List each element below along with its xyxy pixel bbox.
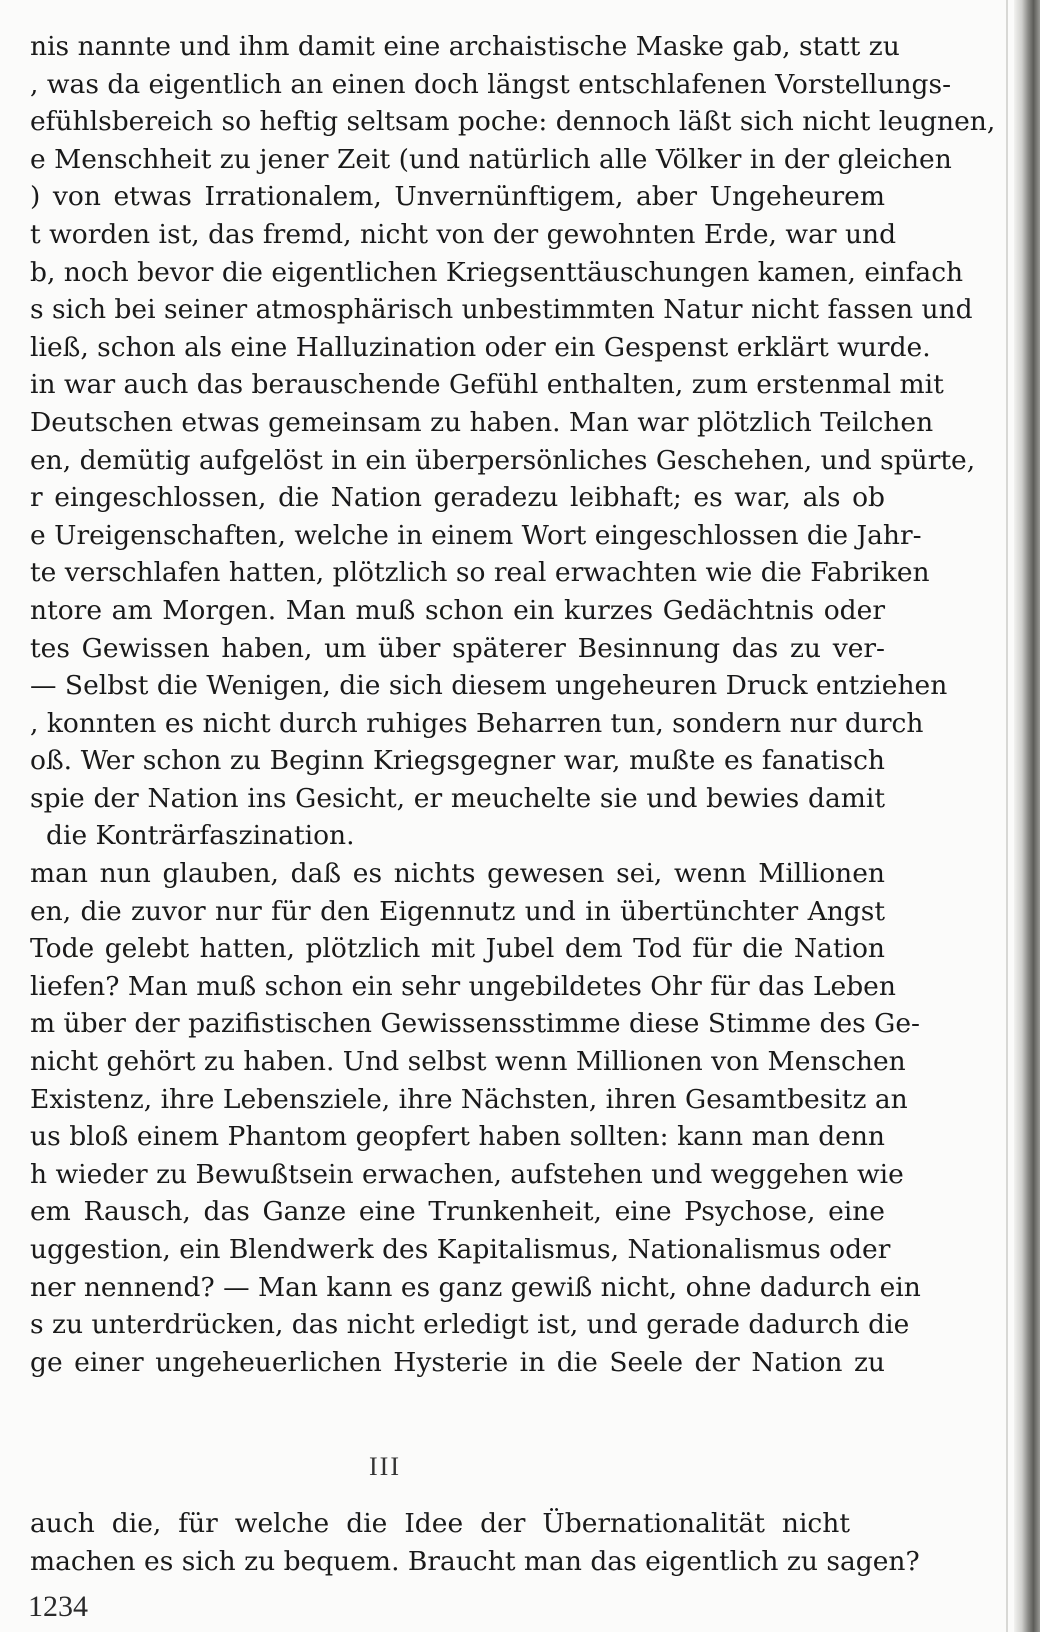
- text-line: us bloß einem Phantom geopfert haben sollten: kann man denn: [30, 1121, 885, 1153]
- page-number: 1234: [28, 1590, 88, 1623]
- text-line: die Konträrfaszination.: [46, 820, 355, 852]
- text-line: man nun glauben, daß es nichts gewesen sei, wenn Millionen: [30, 858, 885, 890]
- text-line: Tode gelebt hatten, plötzlich mit Jubel dem Tod für die Nation: [30, 933, 885, 965]
- text-line: oß. Wer schon zu Beginn Kriegsgegner war, mußte es fanatisch: [30, 745, 885, 777]
- text-line: Existenz, ihre Lebensziele, ihre Nächsten, ihren Gesamtbesitz an: [30, 1083, 908, 1115]
- text-line: b, noch bevor die eigentlichen Kriegsenttäuschungen kamen, einfach: [30, 256, 964, 288]
- text-line: in war auch das berauschende Gefühl enthalten, zum erstenmal mit: [30, 369, 944, 401]
- body-text-block: [30, 28, 996, 1381]
- text-line: auch die, für welche die Idee der Übernationalität nicht: [30, 1508, 850, 1539]
- page-edge-line: [1006, 0, 1008, 1632]
- text-line: ließ, schon als eine Halluzination oder ein Gespenst erklärt wurde.: [30, 331, 931, 363]
- text-line: te verschlafen hatten, plötzlich so real erwachten wie die Fabriken: [30, 557, 930, 589]
- text-line: — Selbst die Wenigen, die sich diesem ungeheuren Druck entziehen: [30, 670, 948, 702]
- text-line: ntore am Morgen. Man muß schon ein kurzes Gedächtnis oder: [30, 594, 885, 626]
- text-line: spie der Nation ins Gesicht, er meuchelte sie und bewies damit: [30, 782, 885, 814]
- paragraph-3: [30, 1505, 920, 1580]
- paragraph-2: [30, 855, 921, 1381]
- text-line: ner nennend? — Man kann es ganz gewiß nicht, ohne dadurch ein: [30, 1271, 921, 1303]
- text-line: s zu unterdrücken, das nicht erledigt ist, und gerade dadurch die: [30, 1309, 910, 1341]
- text-line: , konnten es nicht durch ruhiges Beharren tun, sondern nur durch: [30, 707, 924, 739]
- page-binding-shadow: [1014, 0, 1040, 1632]
- text-line: uggestion, ein Blendwerk des Kapitalismus, Nationalismus oder: [30, 1234, 891, 1265]
- text-line: h wieder zu Bewußtsein erwachen, aufstehen und weggehen wie: [30, 1158, 904, 1190]
- text-line: efühlsbereich so heftig seltsam poche: dennoch läßt sich nicht leugnen,: [30, 106, 996, 138]
- text-line: em Rausch, das Ganze eine Trunkenheit, eine Psychose, eine: [30, 1196, 885, 1228]
- text-line: en, die zuvor nur für den Eigennutz und in übertünchter Angst: [30, 895, 885, 927]
- text-line: ) von etwas Irrationalem, Unvernünftigem, aber Ungeheurem: [30, 181, 885, 213]
- text-line: , was da eigentlich an einen doch längst entschlafenen Vorstellungs-: [30, 68, 952, 100]
- text-line: Deutschen etwas gemeinsam zu haben. Man war plötzlich Teilchen: [30, 406, 934, 438]
- text-line: tes Gewissen haben, um über späterer Besinnung das zu ver-: [30, 632, 885, 664]
- text-line: e Menschheit zu jener Zeit (und natürlich alle Völker in der gleichen: [30, 143, 952, 175]
- text-line: s sich bei seiner atmosphärisch unbestimmten Natur nicht fassen und: [30, 294, 973, 326]
- text-line: t worden ist, das fremd, nicht von der gewohnten Erde, war und: [30, 218, 897, 250]
- text-line: r eingeschlossen, die Nation geradezu leibhaft; es war, als ob: [30, 482, 885, 514]
- text-line: ge einer ungeheuerlichen Hysterie in die Seele der Nation zu: [30, 1346, 885, 1378]
- text-line: en, demütig aufgelöst in ein überpersönliches Geschehen, und spürte,: [30, 444, 976, 476]
- text-line: liefen? Man muß schon ein sehr ungebildetes Ohr für das Leben: [30, 970, 896, 1002]
- paragraph-1: [30, 28, 996, 855]
- section-heading: III: [369, 1452, 401, 1481]
- text-line: nis nannte und ihm damit eine archaistische Maske gab, statt zu: [30, 31, 900, 62]
- text-line: m über der pazifistischen Gewissensstimme diese Stimme des Ge-: [30, 1008, 920, 1040]
- text-line: nicht gehört zu haben. Und selbst wenn Millionen von Menschen: [30, 1046, 906, 1078]
- text-line: e Ureigenschaften, welche in einem Wort eingeschlossen die Jahr-: [30, 519, 922, 551]
- text-line: machen es sich zu bequem. Braucht man das eigentlich zu sagen?: [30, 1545, 920, 1577]
